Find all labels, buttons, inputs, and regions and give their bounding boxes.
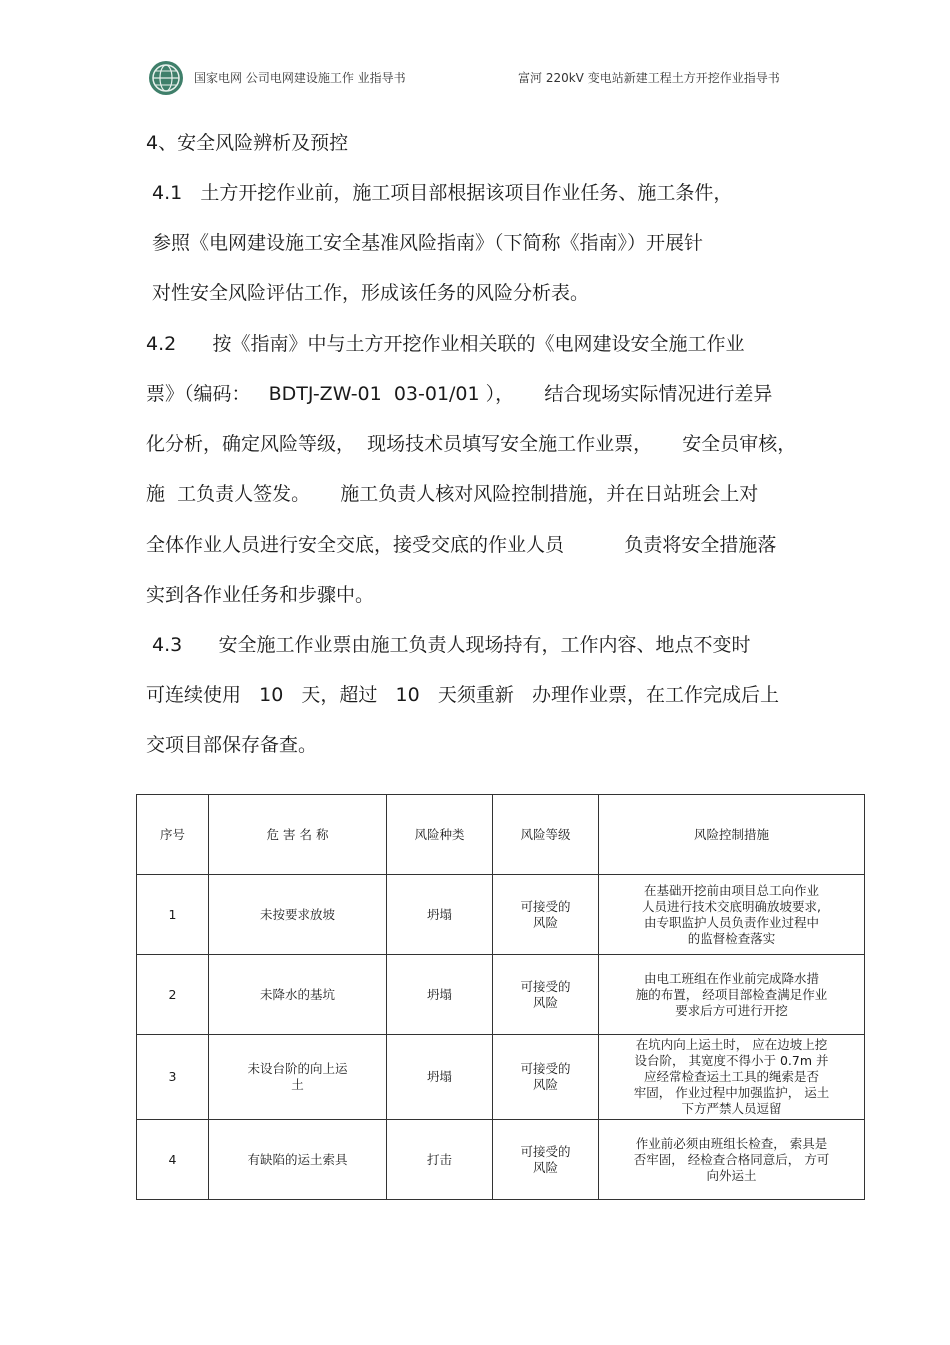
cell-hazard bbox=[209, 1035, 387, 1120]
measure-line: 设台阶， 其宽度不得小于 0.7m 并 bbox=[634, 1053, 829, 1068]
para-2-line-5: 全体作业人员进行安全交底，接受交底的作业人员 负责将安全措施落 bbox=[146, 534, 777, 556]
section-title: 4、安全风险辨析及预控 bbox=[146, 132, 349, 154]
header-left-text: 国家电网 公司电网建设施工作 业指导书 bbox=[194, 71, 406, 85]
para-3-line-3: 交项目部保存备查。 bbox=[146, 734, 318, 756]
cell-level bbox=[493, 1035, 599, 1120]
level-line: 可接受的 bbox=[520, 978, 571, 994]
header-level: 风险等级 bbox=[493, 795, 599, 875]
para-2-line-1: 4.2 按《指南》中与土方开挖作业相关联的《电网建设安全施工作业 bbox=[146, 333, 745, 355]
para-2-line-3: 化分析，确定风险等级， 现场技术员填写安全施工作业票， 安全员审核， bbox=[146, 433, 797, 455]
header-hazard: 危 害 名 称 bbox=[209, 795, 387, 875]
header-right-text: 富河 220kV 变电站新建工程土方开挖作业指导书 bbox=[518, 71, 780, 85]
hazard-line: 土 bbox=[291, 1077, 304, 1092]
measure-line: 向外运土 bbox=[706, 1167, 757, 1183]
para-1-line-1: 4.1 土方开挖作业前，施工项目部根据该项目作业任务、施工条件， bbox=[152, 182, 733, 204]
measure-line: 应经常检查运土工具的绳索是否 bbox=[643, 1069, 819, 1084]
cell-measures bbox=[599, 875, 865, 955]
level-line: 风险 bbox=[532, 994, 558, 1010]
measure-line: 的监督检查落实 bbox=[687, 930, 776, 946]
header-type: 风险种类 bbox=[387, 795, 493, 875]
measure-line: 人员进行技术交底明确放坡要求, bbox=[642, 898, 821, 914]
risk-analysis-table bbox=[136, 794, 865, 1200]
cell-type: 坍塌 bbox=[387, 1035, 493, 1120]
cell-no: 4 bbox=[137, 1120, 209, 1200]
level-line: 风险 bbox=[532, 1077, 558, 1092]
cell-no: 2 bbox=[137, 955, 209, 1035]
cell-level bbox=[493, 955, 599, 1035]
para-1-line-3: 对性安全风险评估工作，形成该任务的风险分析表。 bbox=[152, 282, 590, 304]
cell-measures bbox=[599, 1035, 865, 1120]
hazard-line: 未设台阶的向上运 bbox=[247, 1061, 348, 1076]
level-line: 风险 bbox=[532, 914, 558, 930]
table-row bbox=[137, 875, 865, 955]
state-grid-logo-icon bbox=[148, 60, 184, 96]
measure-line: 牢固， 作业过程中加强监护， 运土 bbox=[633, 1085, 830, 1100]
page-header bbox=[148, 60, 828, 96]
para-2-line-6: 实到各作业任务和步骤中。 bbox=[146, 584, 375, 606]
table-row bbox=[137, 1035, 865, 1120]
cell-hazard: 有缺陷的运土索具 bbox=[209, 1120, 387, 1200]
cell-type: 打击 bbox=[387, 1120, 493, 1200]
cell-measures bbox=[599, 955, 865, 1035]
cell-no: 1 bbox=[137, 875, 209, 955]
para-3-line-1: 4.3 安全施工作业票由施工负责人现场持有，工作内容、地点不变时 bbox=[152, 634, 751, 656]
cell-type: 坍塌 bbox=[387, 875, 493, 955]
level-line: 风险 bbox=[532, 1159, 558, 1175]
measure-line: 由电工班组在作业前完成降水措 bbox=[643, 970, 819, 986]
cell-hazard: 未按要求放坡 bbox=[209, 875, 387, 955]
para-2-line-4: 施 工负责人签发。 施工负责人核对风险控制措施，并在日站班会上对 bbox=[146, 483, 759, 505]
para-2-line-2: 票》（编码： BDTJ-ZW-01 03-01/01 ）， 结合现场实际情况进行差异 bbox=[146, 383, 773, 405]
cell-level bbox=[493, 1120, 599, 1200]
level-line: 可接受的 bbox=[520, 1143, 571, 1159]
measure-line: 由专职监护人员负责作业过程中 bbox=[643, 914, 819, 930]
table-row bbox=[137, 1120, 865, 1200]
table-row bbox=[137, 955, 865, 1035]
cell-hazard: 未降水的基坑 bbox=[209, 955, 387, 1035]
cell-level bbox=[493, 875, 599, 955]
measure-line: 否牢固， 经检查合格同意后， 方可 bbox=[633, 1151, 830, 1167]
cell-measures bbox=[599, 1120, 865, 1200]
cell-no: 3 bbox=[137, 1035, 209, 1120]
para-3-line-2: 可连续使用 10 天，超过 10 天须重新 办理作业票，在工作完成后上 bbox=[146, 684, 779, 706]
level-line: 可接受的 bbox=[520, 1061, 571, 1076]
para-1-line-2: 参照《电网建设施工安全基准风险指南》（下简称《指南》）开展针 bbox=[152, 232, 704, 254]
table-header-row bbox=[137, 795, 865, 875]
cell-type: 坍塌 bbox=[387, 955, 493, 1035]
measure-line: 在基础开挖前由项目总工向作业 bbox=[643, 882, 819, 898]
measure-line: 施的布置， 经项目部检查满足作业 bbox=[635, 986, 828, 1002]
header-no: 序号 bbox=[137, 795, 209, 875]
measure-line: 作业前必须由班组长检查， 索具是 bbox=[635, 1135, 828, 1151]
measure-line: 在坑内向上运土时， 应在边坡上挖 bbox=[635, 1037, 828, 1052]
level-line: 可接受的 bbox=[520, 898, 571, 914]
header-measures: 风险控制措施 bbox=[599, 795, 865, 875]
measure-line: 要求后方可进行开挖 bbox=[675, 1002, 788, 1018]
measure-line: 下方严禁人员逗留 bbox=[681, 1101, 782, 1116]
